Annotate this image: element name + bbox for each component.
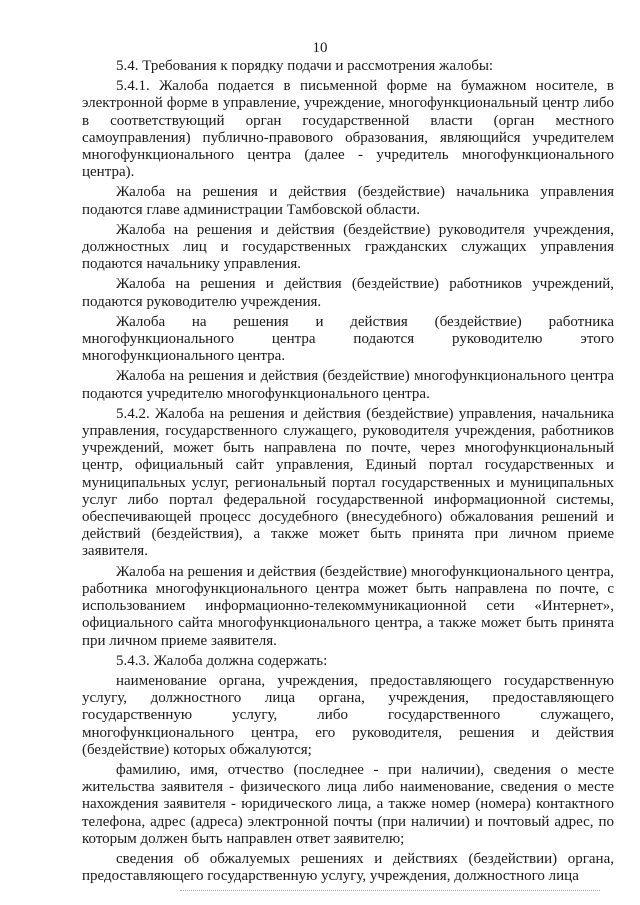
page-number: 10: [312, 40, 328, 56]
scan-artifact-line: [180, 890, 600, 891]
paragraph-complaint-mfc: Жалоба на решения и действия (бездействие) многофункционального центра подаются учредителю многофункционального центра.: [82, 368, 614, 402]
list-item-appealed-decisions: сведения об обжалуемых решениях и действиях (бездействии) органа, предоставляющего государственную услугу, учреждения, должностного лица: [82, 850, 614, 885]
paragraph-complaint-employees: Жалоба на решения и действия (бездействие) работников учреждений, подаются руководителю учреждения.: [82, 276, 614, 310]
list-item-authority-name: наименование органа, учреждения, предоставляющего государственную услугу, должностного лица органа, учреждения, предоставляющего государственную услугу, либо государственного служащего, многофункционального центра, его руководителя, решения и действия (бездействие) которых обжалуются;: [82, 672, 614, 758]
paragraph-complaint-head: Жалоба на решения и действия (бездействие) начальника управления подаются главе администрации Тамбовской области.: [82, 184, 614, 218]
paragraph-complaint-institution-head: Жалоба на решения и действия (бездействие) руководителя учреждения, должностных лиц и государственных гражданских служащих управления подаются начальнику управления.: [82, 221, 614, 273]
paragraph-5-4-3: 5.4.3. Жалоба должна содержать:: [116, 652, 328, 669]
paragraph-mfc-submission: Жалоба на решения и действия (бездействие) многофункционального центра, работника многофункционального центра может быть направлена по почте, с использованием информационно-телекоммуникационной сети «Интернет», официального сайта многофункционального центра, а также может быть принята при личном приеме заявителя.: [82, 563, 614, 649]
paragraph-5-4-2: 5.4.2. Жалоба на решения и действия (бездействие) управления, начальника управления, государственного служащего, руководителя учреждения, работников учреждений, может быть направлена по почте, через многофункциональный центр, официальный сайт управления, Единый портал государственных и муниципальных услуг, региональный портал государственных и муниципальных услуг либо портал федеральной государственной информационной системы, обеспечивающей процесс досудебного (внесудебного) обжалования решений и действий (бездействия), а также может быть принята при личном приеме заявителя.: [82, 405, 614, 560]
document-body: [82, 58, 614, 888]
section-heading-5-4: 5.4. Требования к порядку подачи и рассмотрения жалобы:: [116, 58, 494, 74]
paragraph-complaint-mfc-worker: Жалоба на решения и действия (бездействие) работника многофункционального центра подаются руководителю этого многофункционального центра.: [82, 313, 614, 365]
list-item-applicant-details: фамилию, имя, отчество (последнее - при наличии), сведения о месте жительства заявителя - физического лица либо наименование, сведения о месте нахождения заявителя - юридического лица, а также номер (номера) контактного телефона, адрес (адреса) электронной почты (при наличии) и почтовый адрес, по которым должен быть направлен ответ заявителю;: [82, 761, 614, 847]
paragraph-5-4-1: 5.4.1. Жалоба подается в письменной форме на бумажном носителе, в электронной форме в управление, учреждение, многофункциональный центр либо в соответствующий орган государственной власти (орган местного самоуправления) публично-правового образования, являющийся учредителем многофункционального центра (далее - учредитель многофункционального центра).: [82, 78, 614, 181]
